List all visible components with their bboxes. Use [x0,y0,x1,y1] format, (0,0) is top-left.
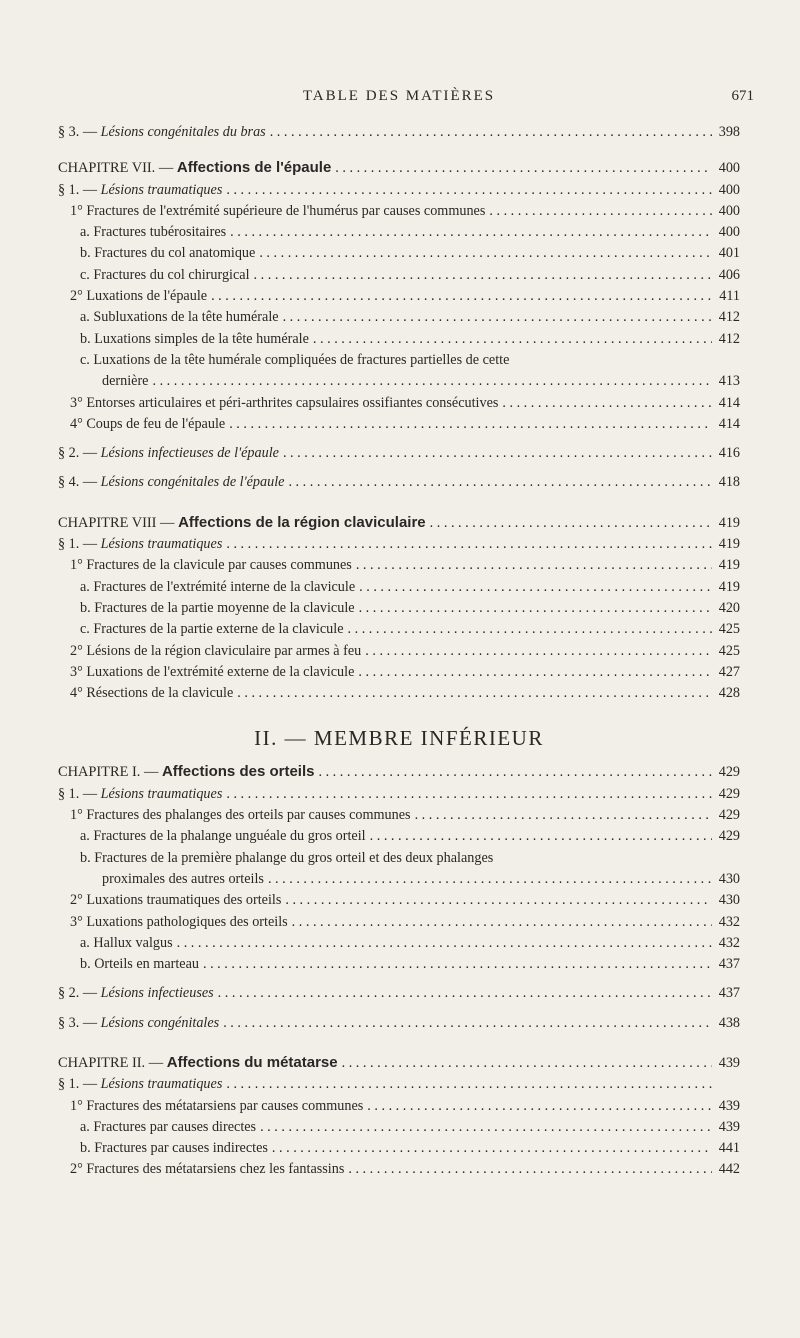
toc-entry: 1° Fractures des phalanges des orteils par causes communes . . . 429 [58,805,740,826]
toc-entry: 3° Luxations de l'extrémité externe de la clavicule . . . 427 [58,662,740,683]
toc-section: § 3. — Lésions congénitales . . . 438 [58,1013,740,1034]
page-header [58,88,754,122]
toc-entry: b. Fractures de la partie moyenne de la clavicule . . . 420 [58,598,740,619]
toc-entry: 1° Fractures de la clavicule par causes communes . . . 419 [58,555,740,576]
toc-entry: 4° Coups de feu de l'épaule . . . 414 [58,414,740,435]
toc-entry: b. Orteils en marteau . . . 437 [58,954,740,975]
toc-chapter: CHAPITRE VIII — Affections de la région claviculaire . . . 419 [58,512,740,534]
part-title: II. — MEMBRE INFÉRIEUR [254,726,544,751]
toc-entry-continuation: dernière . . . 413 [58,371,740,392]
toc-entry: 2° Luxations traumatiques des orteils . . . 430 [58,890,740,911]
toc-entry: 3° Luxations pathologiques des orteils . . . 432 [58,912,740,933]
toc-entry: b. Luxations simples de la tête humérale . . . 412 [58,329,740,350]
toc-section: § 1. — Lésions traumatiques . . . 429 [58,784,740,805]
toc-chapter: CHAPITRE VII. — Affections de l'épaule . . . 400 [58,157,740,179]
toc-entry: b. Fractures par causes indirectes . . . 441 [58,1138,740,1159]
toc-entry: 1° Fractures de l'extrémité supérieure de l'humérus par causes communes . . . 400 [58,201,740,222]
toc-entry: 4° Résections de la clavicule . . . 428 [58,683,740,704]
toc-entry: a. Fractures par causes directes . . . 439 [58,1117,740,1138]
running-title: TABLE DES MATIÈRES [302,88,496,104]
toc-entry: § 3. — Lésions congénitales du bras . . . 398 [58,122,740,143]
toc-entry: b. Fractures du col anatomique . . . 401 [58,243,740,264]
toc-entry: 2° Luxations de l'épaule . . . 411 [58,286,740,307]
toc-entry: 3° Entorses articulaires et péri-arthrites capsulaires ossifiantes consécutives . . . 414 [58,393,740,414]
page-number: 671 [731,88,754,104]
toc-entry: 2° Lésions de la région claviculaire par armes à feu . . . 425 [58,641,740,662]
toc-entry: 2° Fractures des métatarsiens chez les fantassins . . . 442 [58,1159,740,1180]
toc-entry: a. Fractures de l'extrémité interne de la clavicule . . . 419 [58,577,740,598]
toc-chapter: CHAPITRE II. — Affections du métatarse . . . 439 [58,1052,740,1074]
toc-entry: a. Fractures de la phalange unguéale du gros orteil . . . 429 [58,826,740,847]
toc-section: § 2. — Lésions infectieuses . . . 437 [58,983,740,1004]
toc-chapter: CHAPITRE I. — Affections des orteils . . . 429 [58,761,740,783]
toc-entry: a. Fractures tubérositaires . . . 400 [58,222,740,243]
toc-section: § 2. — Lésions infectieuses de l'épaule . . . 416 [58,443,740,464]
toc-section: § 4. — Lésions congénitales de l'épaule . . . 418 [58,472,740,493]
toc-entry: a. Subluxations de la tête humérale . . . 412 [58,307,740,328]
toc-entry: c. Fractures du col chirurgical . . . 406 [58,265,740,286]
toc-page [58,0,754,1181]
toc-section: § 1. — Lésions traumatiques . . . [58,1074,740,1095]
toc-entry-continuation: proximales des autres orteils . . . 430 [58,869,740,890]
toc-section: § 1. — Lésions traumatiques . . . 400 [58,180,740,201]
toc-entry: c. Luxations de la tête humérale compliquées de fractures partielles de cette [80,351,510,368]
toc-entry: b. Fractures de la première phalange du gros orteil et des deux phalanges [80,849,494,866]
toc-entry: 1° Fractures des métatarsiens par causes communes . . . 439 [58,1096,740,1117]
toc-section: § 1. — Lésions traumatiques . . . 419 [58,534,740,555]
toc-entry: a. Hallux valgus . . . 432 [58,933,740,954]
toc-entry: c. Fractures de la partie externe de la clavicule . . . 425 [58,619,740,640]
